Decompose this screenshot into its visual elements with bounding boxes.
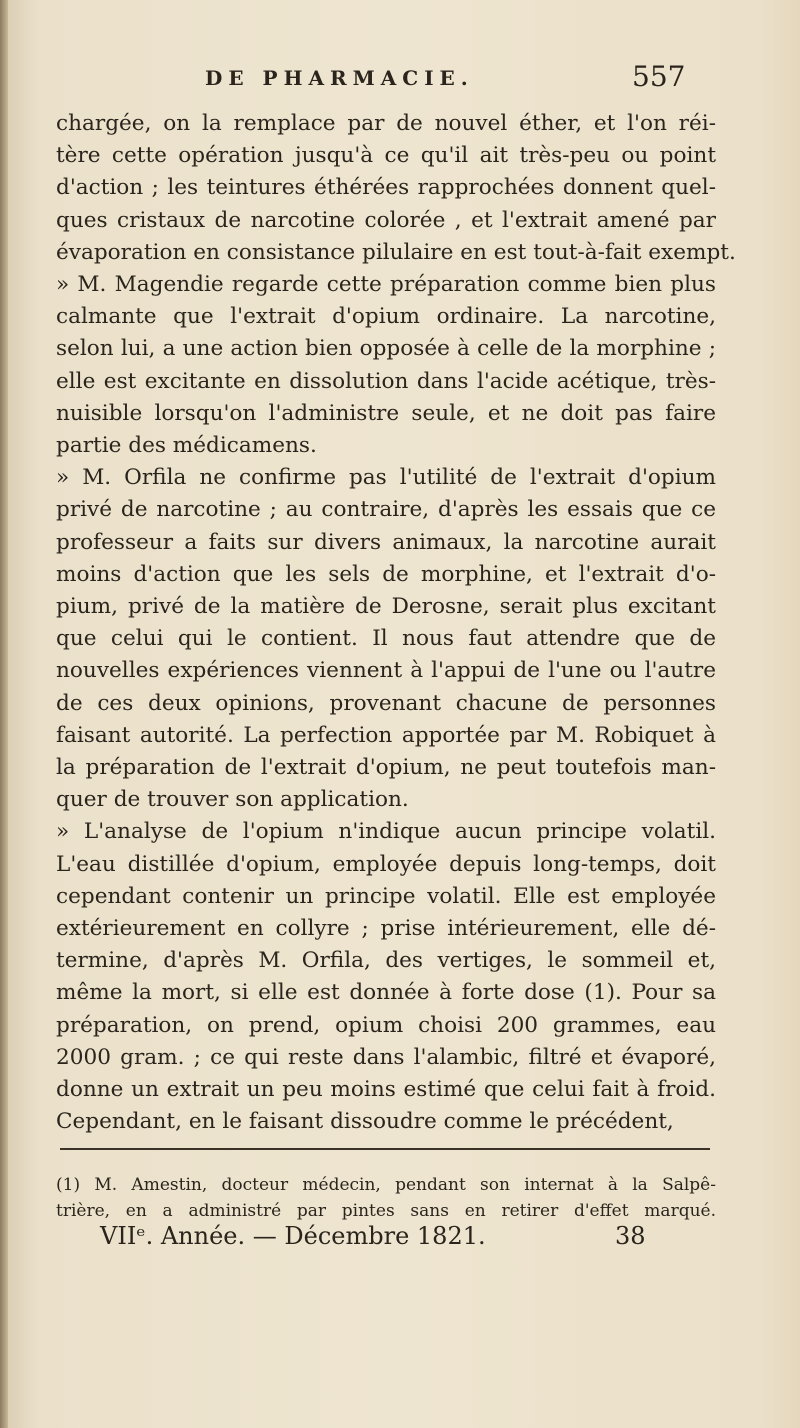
text-line: ques cristaux de narcotine colorée , et l'extrait amené par <box>56 207 716 233</box>
text-line: préparation, on prend, opium choisi 200 grammes, eau <box>56 1012 716 1038</box>
footnote-line: trière, en a administré par pintes sans en retirer d'effet marqué. <box>56 1201 716 1221</box>
text-line: pium, privé de la matière de Derosne, serait plus excitant <box>56 594 716 620</box>
text-line: nouvelles expériences viennent à l'appui de l'une ou l'autre <box>56 658 716 684</box>
page-header <box>0 60 800 108</box>
text-line: professeur a faits sur divers animaux, la narcotine aurait <box>56 529 716 555</box>
text-line: nuisible lorsqu'on l'administre seule, et ne doit pas faire <box>56 400 716 426</box>
text-line: privé de narcotine ; au contraire, d'après les essais que ce <box>56 497 716 523</box>
page-number: 557 <box>632 60 686 93</box>
text-line: tère cette opération jusqu'à ce qu'il ait très-peu ou point <box>56 143 716 169</box>
text-line: de ces deux opinions, provenant chacune de personnes <box>56 690 716 716</box>
text-line: elle est excitante en dissolution dans l'acide acétique, très- <box>56 368 716 394</box>
text-line: que celui qui le contient. Il nous faut attendre que de <box>56 626 716 652</box>
page-binding-edge <box>0 0 8 1428</box>
text-line: même la mort, si elle est donnée à forte dose (1). Pour sa <box>56 980 716 1006</box>
text-line: évaporation en consistance pilulaire en est tout-à-fait exempt. <box>56 239 736 265</box>
text-line: d'action ; les teintures éthérées rapprochées donnent quel- <box>56 175 716 201</box>
body-text <box>56 108 736 1139</box>
text-line: » L'analyse de l'opium n'indique aucun principe volatil. <box>56 819 716 845</box>
text-line: » M. Orfila ne confirme pas l'utilité de l'extrait d'opium <box>56 465 716 491</box>
text-line: partie des médicamens. <box>56 433 317 459</box>
text-line: moins d'action que les sels de morphine, et l'extrait d'o- <box>56 561 716 587</box>
text-line: donne un extrait un peu moins estimé que celui fait à froid. <box>56 1077 716 1103</box>
volume-date: VIIᵉ. Année. — Décembre 1821. <box>100 1222 486 1250</box>
text-line: extérieurement en collyre ; prise intérieurement, elle dé- <box>56 916 716 942</box>
running-head: DE PHARMACIE. <box>205 66 474 90</box>
text-line: calmante que l'extrait d'opium ordinaire. La narcotine, <box>56 304 716 330</box>
footnote <box>56 1172 716 1224</box>
text-line: quer de trouver son application. <box>56 787 409 813</box>
text-line: termine, d'après M. Orfila, des vertiges, le sommeil et, <box>56 948 716 974</box>
sheet-number: 38 <box>615 1222 646 1250</box>
text-line: Cependant, en le faisant dissoudre comme le précédent, <box>56 1109 674 1135</box>
text-line: selon lui, a une action bien opposée à celle de la morphine ; <box>56 336 716 362</box>
text-line: » M. Magendie regarde cette préparation comme bien plus <box>56 272 716 298</box>
text-line: la préparation de l'extrait d'opium, ne peut toutefois man- <box>56 755 716 781</box>
text-line: chargée, on la remplace par de nouvel éther, et l'on réi- <box>56 111 716 136</box>
footnote-line: (1) M. Amestin, docteur médecin, pendant son internat à la Salpê- <box>56 1175 716 1195</box>
text-line: cependant contenir un principe volatil. Elle est employée <box>56 883 716 909</box>
footnote-divider <box>60 1148 710 1150</box>
text-line: L'eau distillée d'opium, employée depuis long-temps, doit <box>56 851 716 877</box>
text-line: 2000 gram. ; ce qui reste dans l'alambic, filtré et évaporé, <box>56 1044 716 1070</box>
text-line: faisant autorité. La perfection apportée par M. Robiquet à <box>56 722 716 748</box>
